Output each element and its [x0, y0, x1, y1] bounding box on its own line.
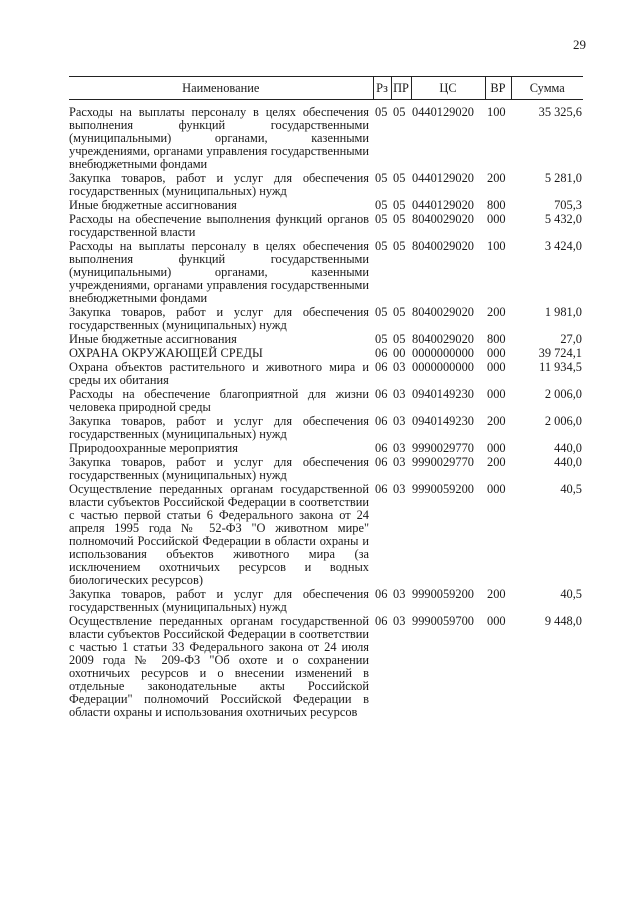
cell-rz: 05	[375, 171, 388, 185]
table-row	[69, 456, 583, 483]
cell-sum: 440,0	[554, 441, 582, 455]
column-header-pr: ПР	[391, 77, 411, 100]
cell-vr: 000	[487, 482, 506, 496]
cell-sum: 39 724,1	[538, 346, 582, 360]
cell-cs: 0440129020	[412, 171, 474, 185]
cell-pr: 03	[393, 414, 406, 428]
cell-pr: 05	[393, 212, 406, 226]
cell-name: Иные бюджетные ассигнования	[69, 332, 237, 346]
table-row	[69, 388, 583, 415]
table-row	[69, 213, 583, 240]
table-header	[69, 77, 583, 100]
cell-rz: 06	[375, 587, 388, 601]
cell-sum: 705,3	[554, 198, 582, 212]
column-header-name: Наименование	[69, 77, 373, 100]
cell-pr: 03	[393, 360, 406, 374]
cell-name: Осуществление переданных органам государственной власти субъектов Российской Федерации в соответствии с частью первой статьи 6 Федерального закона от 24 апреля 1995 года № 52-ФЗ "О животном мире" полномочий Российской Федерации в области охраны и использования объектов животного мира (за исключением охотничьих ресурсов и водных биологических ресурсов)	[69, 482, 369, 587]
cell-vr: 100	[487, 105, 506, 119]
cell-sum: 40,5	[560, 587, 582, 601]
cell-pr: 03	[393, 455, 406, 469]
table-row	[69, 361, 583, 388]
cell-cs: 0000000000	[412, 360, 474, 374]
cell-name: Закупка товаров, работ и услуг для обеспечения государственных (муниципальных) нужд	[69, 587, 369, 614]
cell-cs: 0940149230	[412, 414, 474, 428]
cell-cs: 0940149230	[412, 387, 474, 401]
cell-vr: 000	[487, 212, 506, 226]
cell-pr: 05	[393, 239, 406, 253]
cell-sum: 27,0	[560, 332, 582, 346]
cell-name: Расходы на выплаты персоналу в целях обеспечения выполнения функций государственными (муниципальными) органами, казенными учреждениями, органами управления государственными внебюджетными фондами	[69, 105, 369, 171]
cell-name: Закупка товаров, работ и услуг для обеспечения государственных (муниципальных) нужд	[69, 305, 369, 332]
cell-name: Закупка товаров, работ и услуг для обеспечения государственных (муниципальных) нужд	[69, 414, 369, 441]
cell-sum: 2 006,0	[544, 414, 582, 428]
cell-sum: 11 934,5	[539, 360, 582, 374]
column-header-cs: ЦС	[411, 77, 485, 100]
cell-vr: 000	[487, 360, 506, 374]
column-header-vr: ВР	[485, 77, 511, 100]
cell-vr: 000	[487, 614, 506, 628]
cell-pr: 03	[393, 441, 406, 455]
cell-cs: 0440129020	[412, 105, 474, 119]
cell-sum: 5 281,0	[544, 171, 582, 185]
cell-pr: 05	[393, 305, 406, 319]
cell-vr: 000	[487, 441, 506, 455]
cell-cs: 9990059700	[412, 614, 474, 628]
column-header-sum: Сумма	[511, 77, 583, 100]
table-body	[69, 100, 583, 721]
cell-name: Расходы на выплаты персоналу в целях обеспечения выполнения функций государственными (муниципальными) органами, казенными учреждениями, органами управления государственными внебюджетными фондами	[69, 239, 369, 305]
table-row	[69, 347, 583, 361]
cell-rz: 05	[375, 305, 388, 319]
cell-rz: 05	[375, 212, 388, 226]
cell-cs: 9990059200	[412, 587, 474, 601]
cell-vr: 200	[487, 171, 506, 185]
table-row	[69, 483, 583, 588]
cell-pr: 03	[393, 482, 406, 496]
cell-rz: 05	[375, 198, 388, 212]
cell-vr: 200	[487, 414, 506, 428]
table-row	[69, 415, 583, 442]
column-header-rz: Рз	[373, 77, 391, 100]
table-row	[69, 306, 583, 333]
cell-rz: 05	[375, 105, 388, 119]
cell-sum: 440,0	[554, 455, 582, 469]
cell-pr: 05	[393, 332, 406, 346]
cell-rz: 06	[375, 614, 388, 628]
cell-vr: 000	[487, 346, 506, 360]
cell-vr: 200	[487, 587, 506, 601]
budget-table	[69, 76, 583, 720]
cell-name: Расходы на обеспечение благоприятной для жизни человека природной среды	[69, 387, 369, 414]
table-row	[69, 333, 583, 347]
cell-pr: 03	[393, 614, 406, 628]
cell-vr: 200	[487, 305, 506, 319]
cell-pr: 03	[393, 387, 406, 401]
cell-name: Иные бюджетные ассигнования	[69, 198, 237, 212]
cell-name: Закупка товаров, работ и услуг для обеспечения государственных (муниципальных) нужд	[69, 455, 369, 482]
table-row	[69, 588, 583, 615]
cell-pr: 05	[393, 105, 406, 119]
table-row	[69, 442, 583, 456]
cell-sum: 40,5	[560, 482, 582, 496]
cell-sum: 35 325,6	[538, 105, 582, 119]
cell-cs: 8040029020	[412, 305, 474, 319]
table-row	[69, 172, 583, 199]
cell-vr: 800	[487, 198, 506, 212]
cell-pr: 00	[393, 346, 406, 360]
cell-vr: 800	[487, 332, 506, 346]
cell-vr: 200	[487, 455, 506, 469]
cell-cs: 9990029770	[412, 441, 474, 455]
cell-sum: 5 432,0	[544, 212, 582, 226]
cell-name: Природоохранные мероприятия	[69, 441, 238, 455]
cell-cs: 8040029020	[412, 212, 474, 226]
cell-sum: 3 424,0	[544, 239, 582, 253]
cell-name: Осуществление переданных органам государственной власти субъектов Российской Федерации в соответствии с частью 1 статьи 33 Федерального закона от 24 июля 2009 года № 209-ФЗ "Об охоте и о сохранении охотничьих ресурсов и о внесении изменений в отдельные законодательные акты Российской Федерации" полномочий Российской Федерации в области охраны и использования охотничьих ресурсов	[69, 614, 369, 719]
cell-rz: 06	[375, 441, 388, 455]
cell-rz: 06	[375, 346, 388, 360]
table-row	[69, 240, 583, 306]
cell-cs: 9990029770	[412, 455, 474, 469]
cell-cs: 0000000000	[412, 346, 474, 360]
cell-rz: 06	[375, 482, 388, 496]
cell-name: Закупка товаров, работ и услуг для обеспечения государственных (муниципальных) нужд	[69, 171, 369, 198]
cell-sum: 2 006,0	[544, 387, 582, 401]
cell-name: ОХРАНА ОКРУЖАЮЩЕЙ СРЕДЫ	[69, 346, 263, 360]
cell-pr: 03	[393, 587, 406, 601]
table-row	[69, 199, 583, 213]
cell-sum: 1 981,0	[544, 305, 582, 319]
cell-sum: 9 448,0	[544, 614, 582, 628]
cell-rz: 06	[375, 360, 388, 374]
cell-rz: 06	[375, 387, 388, 401]
cell-vr: 100	[487, 239, 506, 253]
page-number: 29	[573, 37, 586, 52]
cell-rz: 06	[375, 455, 388, 469]
cell-rz: 05	[375, 332, 388, 346]
cell-cs: 9990059200	[412, 482, 474, 496]
cell-cs: 8040029020	[412, 239, 474, 253]
cell-vr: 000	[487, 387, 506, 401]
cell-name: Расходы на обеспечение выполнения функций органов государственной власти	[69, 212, 369, 239]
cell-rz: 05	[375, 239, 388, 253]
cell-name: Охрана объектов растительного и животного мира и среды их обитания	[69, 360, 369, 387]
cell-pr: 05	[393, 171, 406, 185]
cell-cs: 0440129020	[412, 198, 474, 212]
cell-pr: 05	[393, 198, 406, 212]
cell-cs: 8040029020	[412, 332, 474, 346]
table-row	[69, 100, 583, 173]
table-row	[69, 615, 583, 720]
cell-rz: 06	[375, 414, 388, 428]
